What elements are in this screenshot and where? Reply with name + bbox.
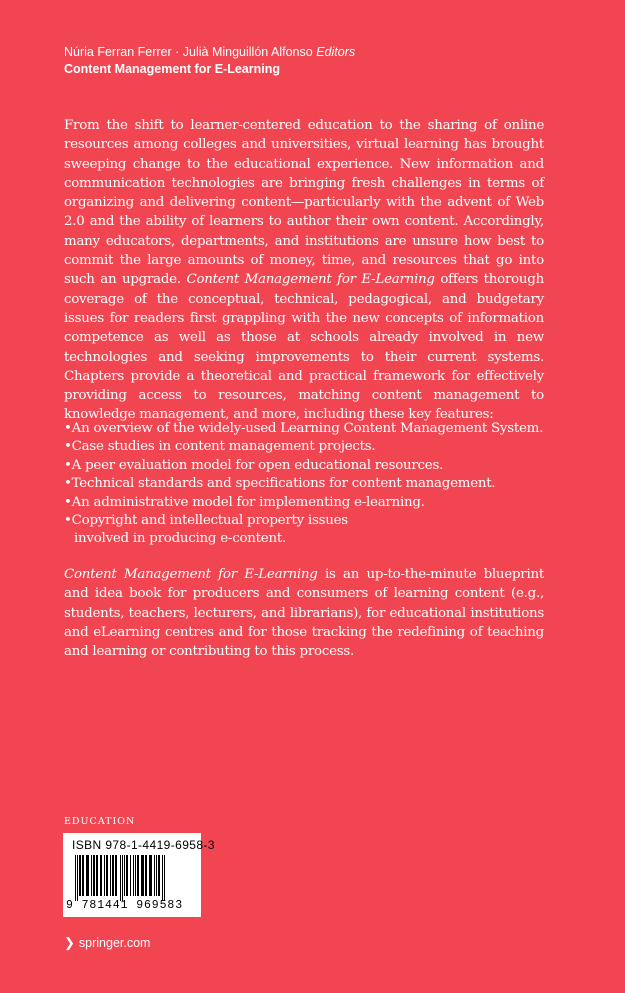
barcode-bar [100, 855, 102, 896]
barcode-bar [104, 855, 105, 896]
barcode-bar [115, 855, 117, 896]
barcode-bar [112, 855, 114, 896]
barcode-bar [82, 855, 84, 896]
description-text-2: offers thorough coverage of the conceptual, technical, pedagogical, and budgetary issues for readers first grappling with the new concepts of information competence as well as those at schools already involved in new technologies and seeking improvements to their current systems. Chapters provide a theoretical and practical framework for effectively providing access to resources, matching content management to knowledge management, and more, including these key features: [64, 272, 544, 423]
barcode-bar [137, 855, 139, 896]
closing-paragraph [64, 565, 544, 661]
barcode-bar [86, 855, 89, 896]
barcode-bar [91, 855, 92, 896]
barcode-bar [106, 855, 108, 896]
description-title-italic: Content Management for E-Learning [186, 272, 435, 288]
barcode-bar [154, 855, 155, 896]
barcode-bar [110, 855, 111, 896]
publisher-link[interactable] [64, 935, 150, 951]
description-paragraph [64, 116, 544, 425]
barcode-bar [158, 855, 160, 896]
barcode-bar [133, 855, 134, 896]
barcode-bar [162, 855, 163, 901]
feature-item: • An overview of the widely-used Learning Content Management System. [64, 420, 554, 438]
book-title: Content Management for E-Learning [64, 62, 280, 76]
barcode-bar [124, 855, 125, 896]
feature-item: • A peer evaluation model for open educational resources. [64, 457, 554, 475]
barcode-bar [130, 855, 131, 896]
barcode-bar [93, 855, 95, 896]
editors-role: Editors [316, 45, 356, 59]
ean-number: 9 781441 969583 [66, 899, 184, 912]
feature-item: • Technical standards and specifications for content management. [64, 475, 554, 493]
editors-block [64, 44, 355, 78]
isbn-number: ISBN 978-1-4419-6958-3 [72, 838, 215, 852]
barcode-bar [135, 855, 136, 896]
barcode-bar [126, 855, 128, 896]
barcode-bar [79, 855, 81, 896]
barcode-bars [73, 855, 193, 901]
publisher-url: springer.com [78, 936, 151, 950]
barcode-bar [141, 855, 144, 896]
closing-text: is an up-to-the-minute blueprint and idea book for producers and consumers of learning content (e.g., students, teachers, lecturers, and librarians), for educational institutions and eLearning centres and for those tracking the redefining of teaching and learning or contributing to this process. [64, 567, 544, 660]
feature-item: • Case studies in content management projects. [64, 438, 554, 456]
barcode-bar [145, 855, 147, 896]
barcode-bar [77, 855, 78, 901]
barcode-bar [75, 855, 76, 901]
description [64, 116, 544, 425]
description-text-1: From the shift to learner-centered education to the sharing of online resources among colleges and universities, virtual learning has brought sweeping change to the educational experience. New information and communication technologies are bringing fresh challenges in terms of organizing and delivering content—particularly with the advent of Web 2.0 and the ability of learners to author their own content. Accordingly, many educators, departments, and institutions are unsure how best to commit the large amounts of money, time, and resources that go into such an upgrade. [64, 118, 544, 288]
category-label: EDUCATION [64, 816, 136, 827]
barcode-bar [96, 855, 98, 896]
key-features-list [64, 420, 554, 549]
closing-title-italic: Content Management for E-Learning [64, 567, 318, 582]
editor-names: Núria Ferran Ferrer · Julià Minguillón Alfonso [64, 45, 313, 59]
barcode-bar [149, 855, 152, 896]
chevron-right-icon: ❯ [64, 935, 75, 950]
barcode-bar [122, 855, 123, 901]
feature-item: • An administrative model for implementing e-learning. [64, 494, 554, 512]
isbn-barcode [63, 833, 215, 917]
feature-item: • Copyright and intellectual property issues involved in producing e-content. [64, 512, 374, 549]
barcode-bar [156, 855, 157, 896]
barcode-bar [120, 855, 121, 901]
barcode-bar [164, 855, 165, 901]
